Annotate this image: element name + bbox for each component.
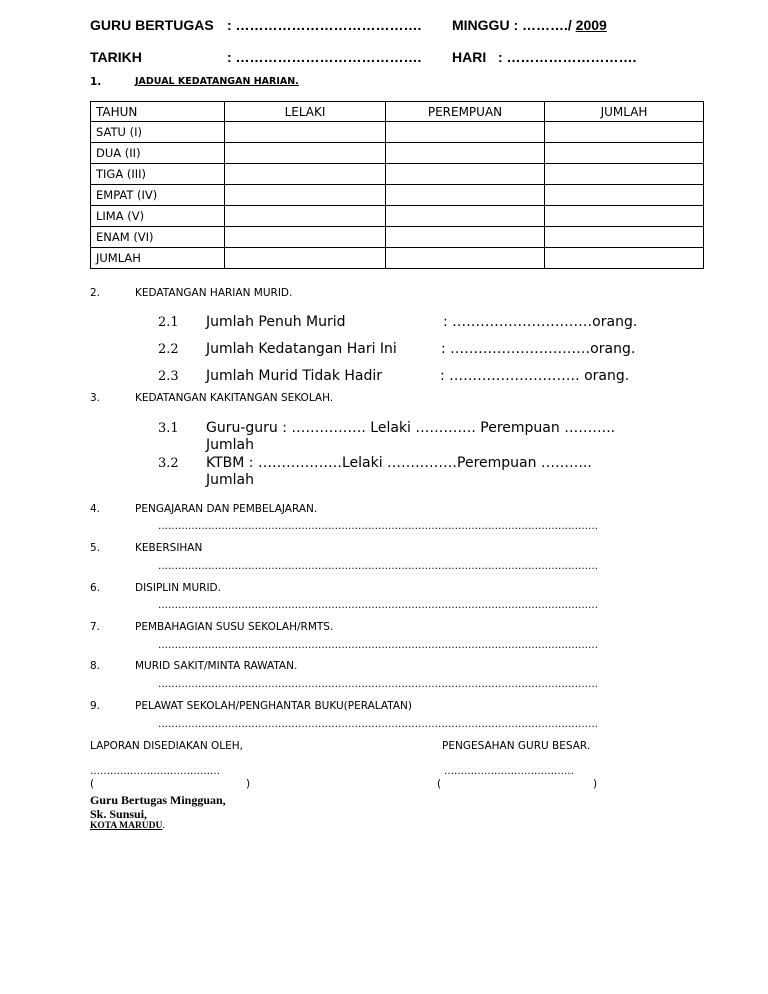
laporan-paren-open: ( xyxy=(90,778,95,790)
cell-input[interactable] xyxy=(545,164,704,185)
row-label: SATU (I) xyxy=(91,122,225,143)
pengesahan-paren-close: ) xyxy=(593,778,598,790)
pengesahan-paren-open: ( xyxy=(437,778,442,790)
section-7-number: 7. xyxy=(90,621,101,633)
section-6-number: 6. xyxy=(90,582,101,594)
section-1-title: JADUAL KEDATANGAN HARIAN. xyxy=(135,76,299,87)
item-2-1-label: Jumlah Penuh Murid xyxy=(206,314,346,330)
cell-input[interactable] xyxy=(225,122,386,143)
item-3-2-jumlah: Jumlah xyxy=(206,472,254,488)
item-2-1-field[interactable]: : …………………………orang. xyxy=(443,314,638,330)
item-3-2-number: 3.2 xyxy=(158,456,179,471)
item-2-2-label: Jumlah Kedatangan Hari Ini xyxy=(206,341,397,357)
hari-field[interactable]: : ………………………. xyxy=(498,49,637,65)
col-perempuan: PEREMPUAN xyxy=(386,102,545,122)
minggu-year: 2009 xyxy=(575,17,607,33)
tarikh-field[interactable]: : …………………………………. xyxy=(227,49,422,65)
section-1-number: 1. xyxy=(90,76,102,88)
table-row xyxy=(91,227,704,248)
signature-role: Guru Bertugas Mingguan, xyxy=(90,793,226,807)
item-2-2-field[interactable]: : …………………………orang. xyxy=(441,341,636,357)
cell-input[interactable] xyxy=(225,206,386,227)
section-5-number: 5. xyxy=(90,542,101,554)
item-3-1-number: 3.1 xyxy=(158,421,179,436)
col-tahun: TAHUN xyxy=(91,102,225,122)
laporan-paren-close: ) xyxy=(246,778,251,790)
cell-input[interactable] xyxy=(545,143,704,164)
row-label: ENAM (VI) xyxy=(91,227,225,248)
table-row xyxy=(91,143,704,164)
row-label: DUA (II) xyxy=(91,143,225,164)
cell-input[interactable] xyxy=(386,227,545,248)
item-2-3-field[interactable]: : ………………………. orang. xyxy=(440,368,630,384)
item-3-1-field[interactable]: Guru-guru : ……………. Lelaki …………. Perempuan ……….. xyxy=(206,420,616,436)
item-2-2-number: 2.2 xyxy=(158,342,179,357)
table-header-row xyxy=(91,102,704,122)
laporan-signature-line[interactable]: ………………………………… xyxy=(90,766,220,777)
cell-input[interactable] xyxy=(386,185,545,206)
row-label: TIGA (III) xyxy=(91,164,225,185)
cell-input[interactable] xyxy=(545,248,704,269)
row-label: EMPAT (IV) xyxy=(91,185,225,206)
pengesahan-signature-line[interactable]: ………………………………… xyxy=(444,766,574,777)
cell-input[interactable] xyxy=(225,227,386,248)
cell-input[interactable] xyxy=(386,164,545,185)
tarikh-label: TARIKH xyxy=(90,49,142,65)
cell-input[interactable] xyxy=(225,185,386,206)
section-6-title: DISIPLIN MURID. xyxy=(135,582,221,594)
cell-input[interactable] xyxy=(386,248,545,269)
item-2-1-number: 2.1 xyxy=(158,315,179,330)
table-row xyxy=(91,206,704,227)
cell-input[interactable] xyxy=(225,164,386,185)
cell-input[interactable] xyxy=(386,206,545,227)
item-2-3-label: Jumlah Murid Tidak Hadir xyxy=(206,368,383,384)
cell-input[interactable] xyxy=(545,185,704,206)
section-4-number: 4. xyxy=(90,503,101,515)
table-row xyxy=(91,122,704,143)
cell-input[interactable] xyxy=(386,143,545,164)
signature-location-period: . xyxy=(162,821,165,831)
signature-location-text: KOTA MARUDU xyxy=(90,821,163,831)
item-3-1-jumlah: Jumlah xyxy=(206,437,254,453)
laporan-label: LAPORAN DISEDIAKAN OLEH, xyxy=(90,740,244,752)
signature-school: Sk. Sunsui, xyxy=(90,807,148,821)
table-row xyxy=(91,164,704,185)
table-row xyxy=(91,185,704,206)
section-3-number: 3. xyxy=(90,392,101,404)
row-label: LIMA (V) xyxy=(91,206,225,227)
pengesahan-label: PENGESAHAN GURU BESAR. xyxy=(442,740,591,752)
col-lelaki: LELAKI xyxy=(225,102,386,122)
cell-input[interactable] xyxy=(545,122,704,143)
row-label: JUMLAH xyxy=(91,248,225,269)
attendance-table xyxy=(90,101,704,269)
cell-input[interactable] xyxy=(545,206,704,227)
table-row xyxy=(91,248,704,269)
minggu-label: MINGGU : ………./ xyxy=(452,17,576,33)
section-8-number: 8. xyxy=(90,660,101,672)
guru-bertugas-label: GURU BERTUGAS xyxy=(90,17,214,33)
cell-input[interactable] xyxy=(225,143,386,164)
item-3-2-field[interactable]: KTBM : ………………Lelaki ……………Perempuan ……….. xyxy=(206,455,592,471)
cell-input[interactable] xyxy=(225,248,386,269)
section-4-line[interactable]: …………………………………………………………………………………………………………………… xyxy=(158,521,598,532)
section-5-title: KEBERSIHAN xyxy=(135,542,203,554)
section-9-number: 9. xyxy=(90,700,101,712)
section-8-title: MURID SAKIT/MINTA RAWATAN. xyxy=(135,660,298,672)
hari-label: HARI xyxy=(452,49,487,65)
cell-input[interactable] xyxy=(545,227,704,248)
section-5-line[interactable]: …………………………………………………………………………………………………………………… xyxy=(158,561,598,572)
section-2-title: KEDATANGAN HARIAN MURID. xyxy=(135,287,293,299)
minggu-field[interactable] xyxy=(452,17,607,33)
section-9-title: PELAWAT SEKOLAH/PENGHANTAR BUKU(PERALATAN) xyxy=(135,700,412,712)
section-6-line[interactable]: …………………………………………………………………………………………………………………… xyxy=(158,600,598,611)
item-2-3-number: 2.3 xyxy=(158,369,179,384)
section-4-title: PENGAJARAN DAN PEMBELAJARAN. xyxy=(135,503,318,515)
section-3-title: KEDATANGAN KAKITANGAN SEKOLAH. xyxy=(135,392,334,404)
cell-input[interactable] xyxy=(386,122,545,143)
section-9-line[interactable]: …………………………………………………………………………………………………………………… xyxy=(158,719,598,730)
section-2-number: 2. xyxy=(90,287,101,299)
signature-location xyxy=(90,821,165,831)
col-jumlah: JUMLAH xyxy=(545,102,704,122)
guru-bertugas-field[interactable]: : …………………………………. xyxy=(227,17,422,33)
section-7-title: PEMBAHAGIAN SUSU SEKOLAH/RMTS. xyxy=(135,621,334,633)
section-8-line[interactable]: …………………………………………………………………………………………………………………… xyxy=(158,679,598,690)
section-7-line[interactable]: …………………………………………………………………………………………………………………… xyxy=(158,640,598,651)
